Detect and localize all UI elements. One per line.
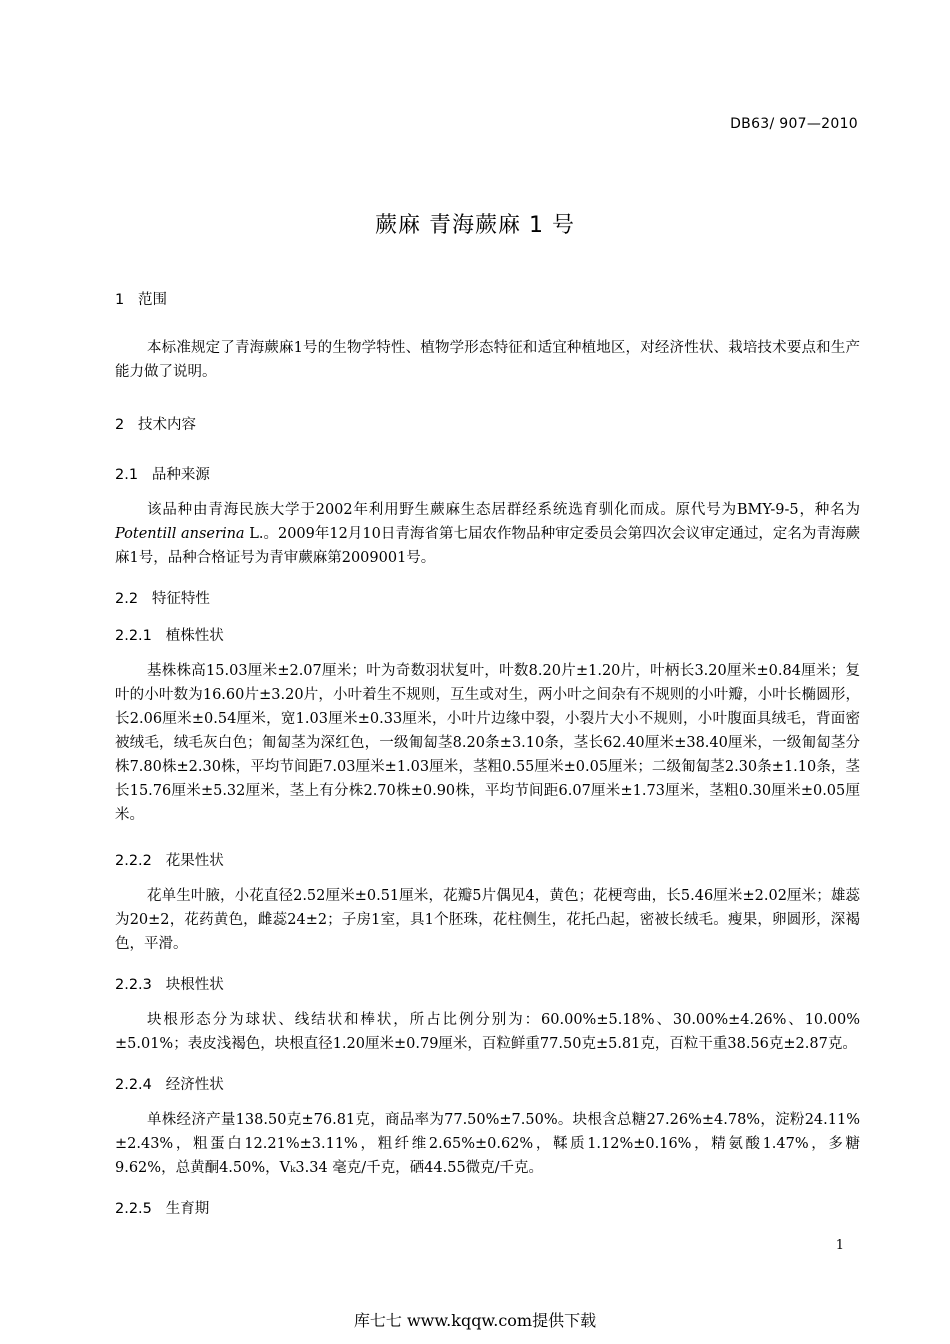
- page-number: 1: [835, 1238, 844, 1253]
- section-2-heading: 2 技术内容: [115, 417, 197, 433]
- section-2-1-text-b: L.。2009年12月10日青海省第七届农作物品种审定委员会第四次会议审定通过，定名为青海蕨麻1号，品种合格证号为青审蕨麻第2009001号。: [115, 526, 860, 566]
- section-1-heading: 1 范围: [115, 292, 168, 308]
- section-2-1-heading: 2.1 品种来源: [115, 467, 210, 483]
- document-number: DB63/ 907—2010: [730, 116, 858, 132]
- section-2-2-3-text: 块根形态分为球状、线结状和棒状，所占比例分别为：60.00%±5.18%、30.00%±4.26%、10.00%±5.01%；表皮浅褐色，块根直径1.20厘米±0.79厘米，百粒鲜重77.50克±5.81克，百粒干重38.56克±2.87克。: [115, 1012, 860, 1052]
- section-2-2-5-heading: 2.2.5 生育期: [115, 1201, 210, 1217]
- section-2-1-text: [115, 498, 860, 570]
- section-2-2-2-heading: 2.2.2 花果性状: [115, 853, 224, 869]
- section-2-1-text-a: 该品种由青海民族大学于2002年利用野生蕨麻生态居群经系统选育驯化而成。原代号为BMY-9-5，种名为: [147, 502, 860, 518]
- species-name: Potentill anserina: [115, 526, 245, 542]
- section-2-2-2-text: 花单生叶腋，小花直径2.52厘米±0.51厘米，花瓣5片偶见4，黄色；花梗弯曲，长5.46厘米±2.02厘米；雄蕊为20±2，花药黄色，雌蕊24±2；子房1室，具1个胚珠，花柱侧生，花托凸起，密被长绒毛。瘦果，卵圆形，深褐色，平滑。: [115, 888, 860, 952]
- section-2-2-1-text: 基株株高15.03厘米±2.07厘米；叶为奇数羽状复叶，叶数8.20片±1.20片，叶柄长3.20厘米±0.84厘米；复叶的小叶数为16.60片±3.20片，小叶着生不规则，互生或对生，两小叶之间杂有不规则的小叶瓣，小叶长椭圆形，长2.06厘米±0.54厘米，宽1.03厘米±0.33厘米，小叶片边缘中裂，小裂片大小不规则，小叶腹面具绒毛，背面密被绒毛，绒毛灰白色；匍匐茎为深红色，一级匍匐茎8.20条±3.10条，茎长62.40厘米±38.40厘米，一级匍匐茎分株7.80株±2.30株，平均节间距7.03厘米±1.03厘米，茎粗0.55厘米±0.05厘米；二级匍匐茎2.30条±1.10条，茎长15.76厘米±5.32厘米，茎上有分株2.70株±0.90株，平均节间距6.07厘米±1.73厘米，茎粗0.30厘米±0.05厘米。: [115, 663, 860, 823]
- section-2-2-4-heading: 2.2.4 经济性状: [115, 1077, 224, 1093]
- section-1-text: 本标准规定了青海蕨麻1号的生物学特性、植物学形态特征和适宜种植地区，对经济性状、栽培技术要点和生产能力做了说明。: [115, 340, 860, 380]
- section-2-2-heading: 2.2 特征特性: [115, 591, 210, 607]
- section-2-2-3-heading: 2.2.3 块根性状: [115, 977, 224, 993]
- section-2-2-4-text: 单株经济产量138.50克±76.81克，商品率为77.50%±7.50%。块根含总糖27.26%±4.78%，淀粉24.11%±2.43%，粗蛋白12.21%±3.11%，粗纤维2.65%±0.62%，鞣质1.12%±0.16%，精氨酸1.47%，多糖9.62%，总黄酮4.50%，Vₖ3.34 毫克/千克，硒44.55微克/千克。: [115, 1112, 860, 1176]
- page-title: 蕨麻 青海蕨麻 1 号: [375, 213, 575, 238]
- download-footer: 库七七 www.kqqw.com提供下载: [353, 1311, 597, 1330]
- section-2-2-1-heading: 2.2.1 植株性状: [115, 628, 224, 644]
